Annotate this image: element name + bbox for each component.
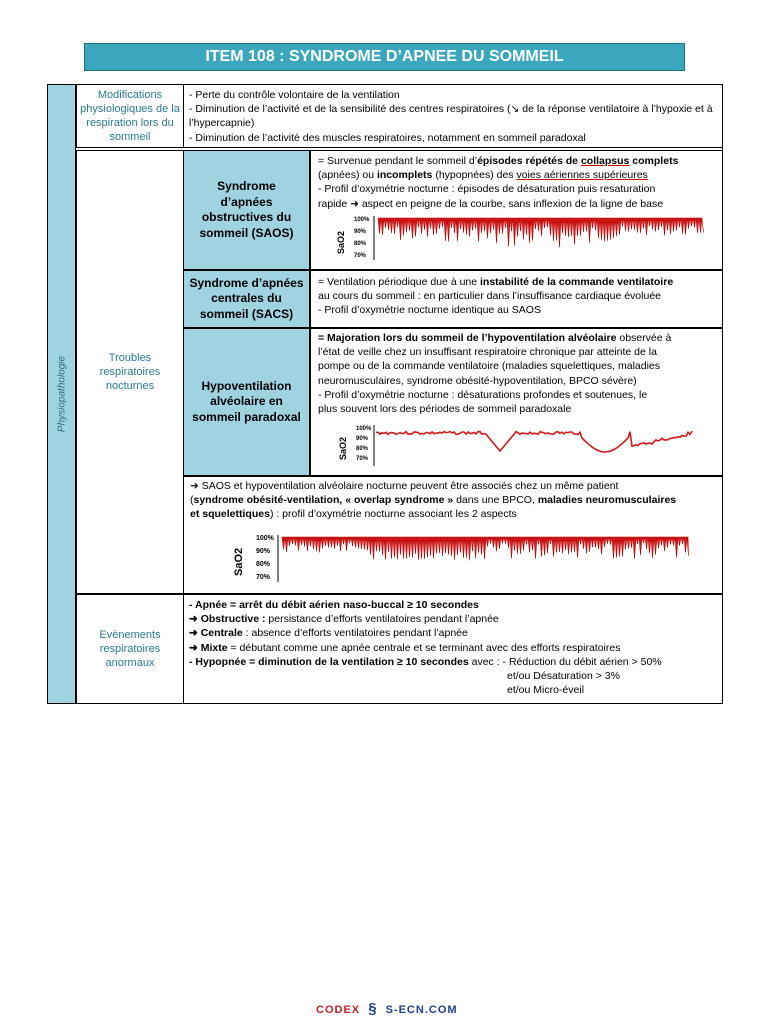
footer-brand-codex: CODEX [316, 1004, 361, 1016]
saos-oximetry-chart [330, 210, 710, 262]
svg-text:80%: 80% [354, 241, 367, 247]
svg-text:80%: 80% [356, 446, 369, 452]
svg-text:70%: 70% [356, 456, 369, 462]
sidebar-physiopathologie [47, 84, 76, 704]
hypo-saturation-curve [376, 431, 692, 452]
saos-content: = Survenue pendant le sommeil d’épisodes répétés de collapsus complets (apnées) ou incomplets (hypopnées) des voies aériennes supérieures - Profil d’oxymétrie nocturne : épisodes de désaturation puis resaturation rapide ➜ aspect en peigne de la courbe, sans inflexion de la ligne de base [310, 150, 723, 270]
footer-s-icon: § [368, 1000, 378, 1017]
category-evenements-label: Evènements respiratoires anormaux [99, 629, 161, 669]
modifications-line-1: - Perte du contrôle volontaire de la ventilation [189, 89, 400, 101]
footer-brand-secn: S-ECN.COM [385, 1004, 458, 1016]
overlap-oximetry-chart [226, 532, 696, 584]
svg-text:70%: 70% [354, 253, 367, 259]
svg-text:90%: 90% [354, 229, 367, 235]
svg-text:90%: 90% [256, 548, 271, 555]
axis-label: SaO2 [336, 230, 346, 254]
category-troubles-label: Troubles respiratoires nocturnes [99, 352, 161, 392]
footer-logo [316, 1000, 458, 1017]
page-title: ITEM 108 : SYNDROME D’APNEE DU SOMMEIL [84, 43, 685, 71]
saos-label: Syndrome d’apnées obstructives du sommeil (SAOS) [199, 179, 294, 240]
svg-text:100%: 100% [256, 535, 274, 542]
svg-text:SaO2: SaO2 [338, 436, 348, 460]
modifications-content [183, 84, 723, 148]
hypo-oximetry-chart [330, 420, 700, 468]
modifications-line-2: - Diminution de l’activité et de la sensibilité des centres respiratoires (↘ de la réponse ventilatoire à l’hypoxie et à l’hypercapnie) [189, 103, 713, 130]
sacs-label-cell [183, 270, 310, 328]
modifications-line-3: - Diminution de l’activité des muscles respiratoires, notamment en sommeil paradoxal [189, 131, 586, 144]
sidebar-label: Physiopathologie [56, 355, 67, 433]
category-evenements [76, 594, 184, 704]
svg-text:100%: 100% [356, 426, 372, 432]
hypo-label: Hypoventilation alvéolaire en sommeil paradoxal [192, 378, 301, 424]
saos-saturation-curve [378, 218, 704, 247]
category-modifications-label: Modifications physiologiques de la respiration lors du sommeil [80, 89, 180, 143]
svg-text:80%: 80% [256, 561, 271, 568]
category-modifications [76, 84, 184, 148]
svg-text:90%: 90% [356, 436, 369, 442]
overlap-saturation-curve [282, 537, 689, 560]
svg-text:100%: 100% [354, 217, 370, 223]
sacs-content: = Ventilation périodique due à une instabilité de la commande ventilatoire au cours du sommeil : en particulier dans l’insuffisance cardiaque évoluée - Profil d’oxymétrie nocturne identique au SAOS [310, 270, 723, 328]
hypo-content: = Majoration lors du sommeil de l’hypoventilation alvéolaire observée à l’état de veille chez un insuffisant respiratoire chronique par atteinte de la pompe ou de la commande ventilatoire (maladies squelettiques, maladies neuromusculaires, syndrome obésité-hypoventilation, BPCO sévère) - Profil d’oxymétrie nocturne : désaturations profondes et soutenues, le plus souvent lors des périodes de sommeil paradoxale [310, 328, 723, 476]
saos-label-cell [183, 150, 310, 270]
hypo-label-cell [183, 328, 310, 476]
category-troubles [76, 150, 184, 594]
svg-text:SaO2: SaO2 [233, 547, 245, 576]
evenements-content: - Apnée = arrêt du débit aérien naso-buccal ≥ 10 secondes ➜ Obstructive : persistance d’efforts ventilatoires pendant l’apnée ➜ Centrale : absence d’efforts ventilatoires pendant l’apnée ➜ Mixte = débutant comme une apnée centrale et se terminant avec des efforts respiratoires - Hypopnée = diminution de la ventilation ≥ 10 secondes avec : - Réduction du débit aérien > 50% et/ou Désaturation > 3% et/ou Micro-éveil [183, 594, 723, 704]
sacs-label: Syndrome d’apnées centrales du sommeil (SACS) [189, 275, 304, 321]
overlap-content: ➜ SAOS et hypoventilation alvéolaire nocturne peuvent être associés chez un même patient (syndrome obésité-ventilation, « overlap syndrome » dans une BPCO, maladies neuromusculaires et squelettiques) : profil d’oxymétrie nocturne associant les 2 aspects [183, 476, 723, 594]
svg-text:70%: 70% [256, 574, 271, 581]
